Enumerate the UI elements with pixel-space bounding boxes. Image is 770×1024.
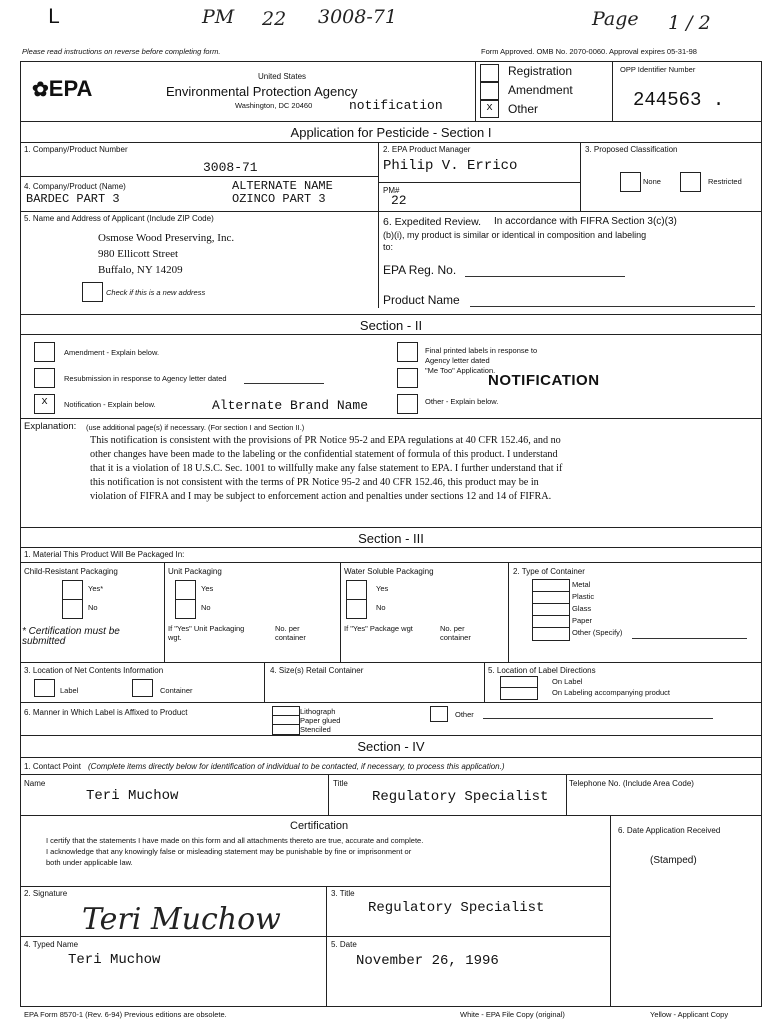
epa-logo: ✿EPA <box>32 76 93 101</box>
unit-packaging-yes-checkbox[interactable] <box>175 580 196 600</box>
unit-packaging-no-label: No <box>201 603 211 612</box>
applicant-label: 5. Name and Address of Applicant (Include ZIP Code) <box>24 214 214 223</box>
water-soluble-yes-checkbox[interactable] <box>346 580 367 600</box>
title2-value: Regulatory Specialist <box>368 900 545 916</box>
explanation-line-2: other changes have been made to the labeling or the confidential statement of formula of this product. I understand <box>90 449 558 460</box>
unit-packaging-yes-label: Yes <box>201 584 214 593</box>
child-resistant-yes-label: Yes* <box>88 584 104 593</box>
signature-label: 2. Signature <box>24 889 68 898</box>
water-soluble-no-checkbox[interactable] <box>346 599 367 619</box>
final-printed-label-1: Final printed labels in response to <box>425 346 538 355</box>
directions-on-label: On Label <box>552 677 583 686</box>
instructions-note: Please read instructions on reverse before completing form. <box>22 47 221 56</box>
affix-other-label: Other <box>455 710 474 719</box>
epa-flower-icon: ✿ <box>32 79 49 101</box>
handwritten-page-number: 1 / 2 <box>668 12 711 34</box>
package-weight-label: If "Yes" Package wgt <box>344 624 413 633</box>
affix-stenciled-label: Stenciled <box>300 725 331 734</box>
product-manager-label: 2. EPA Product Manager <box>383 145 471 154</box>
manner-label: 6. Manner in Which Label is Affixed to Product <box>24 708 188 717</box>
certification-line-2: I acknowledge that any knowingly false or misleading statement may be punishable by fine or imprisonment or <box>46 847 412 856</box>
reg-no-line <box>465 276 625 277</box>
phone-label: Telephone No. (Include Area Code) <box>569 779 694 788</box>
product-name-value: BARDEC PART 3 <box>26 192 120 206</box>
explanation-line-4: this notification is not consistent with the terms of PR Notice 95-2 and 40 CFR 152.46, this product may be in <box>90 477 539 488</box>
affix-lithograph-label: Lithograph <box>300 707 336 716</box>
agency-name: Environmental Protection Agency <box>166 84 358 99</box>
net-contents-label-checkbox[interactable] <box>34 679 55 697</box>
new-address-checkbox[interactable] <box>82 282 103 302</box>
container-other-label: Other (Specify) <box>572 628 623 637</box>
certification-note: * Certification must be submitted <box>22 626 120 647</box>
company-number-value: 3008-71 <box>203 160 258 175</box>
product-name2-line <box>470 306 755 307</box>
class-restricted-checkbox[interactable] <box>680 172 701 192</box>
applicant-line-1: Osmose Wood Preserving, Inc. <box>98 232 235 244</box>
section-2-title: Section - II <box>359 318 423 333</box>
date-received-label: 6. Date Application Received <box>618 826 721 835</box>
directions-on-labeling-checkbox[interactable] <box>500 687 538 700</box>
date-label: 5. Date <box>331 940 357 949</box>
section-1-title: Application for Pesticide - Section I <box>290 125 492 140</box>
final-printed-checkbox[interactable] <box>397 342 418 362</box>
new-address-label: Check if this is a new address <box>106 288 206 297</box>
alternate-name-value: OZINCO PART 3 <box>232 192 326 206</box>
form-number: EPA Form 8570-1 (Rev. 6-94) Previous editions are obsolete. <box>24 1010 227 1019</box>
notification-label: Notification - Explain below. <box>64 400 156 409</box>
explanation-label: Explanation: <box>24 421 77 432</box>
child-resistant-label: Child-Resistant Packaging <box>24 567 118 576</box>
applicant-line-2: 980 Ellicott Street <box>98 248 179 260</box>
type-registration: Registration <box>508 64 573 78</box>
contact-point-note: (Complete items directly below for identification of individual to be contacted, if necessary, to process this application.) <box>88 762 505 771</box>
water-soluble-label: Water Soluble Packaging <box>344 567 434 576</box>
yellow-copy-note: Yellow - Applicant Copy <box>650 1010 729 1019</box>
resubmission-checkbox[interactable] <box>34 368 55 388</box>
unit-packaging-label: Unit Packaging <box>168 567 222 576</box>
container-other-checkbox[interactable] <box>532 627 570 641</box>
final-printed-label-2: Agency letter dated <box>425 356 490 365</box>
container-plastic-label: Plastic <box>572 592 595 601</box>
washington-address: Washington, DC 20460 <box>235 101 313 110</box>
opp-label: OPP Identifier Number <box>620 65 696 74</box>
alternate-brand-name: Alternate Brand Name <box>212 398 369 413</box>
resubmission-label: Resubmission in response to Agency letter dated <box>64 374 227 383</box>
material-label: 1. Material This Product Will Be Packaged In: <box>24 550 185 559</box>
explanation-note: (use additional page(s) if necessary. (For section I and Section II.) <box>86 423 305 432</box>
expedited-text-3: to: <box>383 242 394 252</box>
container-metal-label: Metal <box>572 580 591 589</box>
alternate-name-label: ALTERNATE NAME <box>232 179 333 193</box>
stamped-note: (Stamped) <box>650 855 697 866</box>
package-per-container-label: No. per container <box>440 624 471 642</box>
net-contents-label: 3. Location of Net Contents Information <box>24 666 164 675</box>
child-resistant-no-checkbox[interactable] <box>62 599 83 619</box>
net-contents-container-checkbox[interactable] <box>132 679 153 697</box>
container-type-label: 2. Type of Container <box>513 567 585 576</box>
other-explain-checkbox[interactable] <box>397 394 418 414</box>
unit-packaging-no-checkbox[interactable] <box>175 599 196 619</box>
contact-point-label: 1. Contact Point <box>24 762 81 771</box>
water-soluble-no-label: No <box>376 603 386 612</box>
affix-stenciled-checkbox[interactable] <box>272 724 300 735</box>
unit-per-container-label: No. per container <box>275 624 306 642</box>
type-other: Other <box>508 102 539 116</box>
affix-paper-glued-label: Paper glued <box>300 716 341 725</box>
contact-title-value: Regulatory Specialist <box>372 789 549 805</box>
certification-line-1: I certify that the statements I have made on this form and all attachments thereto are true, accurate and complete. <box>46 836 424 845</box>
certification-line-3: both under applicable law. <box>46 858 133 867</box>
label-directions-label: 5. Location of Label Directions <box>488 666 596 675</box>
product-name2-label: Product Name <box>383 293 460 307</box>
explanation-line-5: violation of FIFRA and I may be subject to enforcement action and penalties under sections 12 and 14 of FIFRA. <box>90 491 552 502</box>
notification-checkbox[interactable]: x <box>34 394 55 414</box>
container-paper-label: Paper <box>572 616 593 625</box>
handwritten-registration: 3008-71 <box>318 6 397 28</box>
typed-name-value: Teri Muchow <box>68 952 161 968</box>
amendment-checkbox[interactable] <box>480 82 499 100</box>
unit-packaging-weight-label: If "Yes" Unit Packaging wgt. <box>168 624 245 642</box>
handwritten-page-word: Page <box>592 8 639 30</box>
type-amendment: Amendment <box>508 83 573 97</box>
affix-other-checkbox[interactable] <box>430 706 448 722</box>
contact-title-label: Title <box>333 779 348 788</box>
retail-sizes-label: 4. Size(s) Retail Container <box>270 666 364 675</box>
section-4-title: Section - IV <box>357 739 425 754</box>
explanation-line-1: This notification is consistent with the provisions of PR Notice 95-2 and EPA regulations at 40 CFR 152.46, and no <box>90 435 561 446</box>
company-number-label: 1. Company/Product Number <box>24 145 128 154</box>
united-states: United States <box>258 72 307 81</box>
directions-on-labeling: On Labeling accompanying product <box>552 688 670 697</box>
net-contents-container-option: Container <box>160 686 193 695</box>
container-glass-label: Glass <box>572 604 592 613</box>
explanation-line-3: that it is a violation of 18 U.S.C. Sec. 1001 to willfully make any false statement to EPA. I further understand that if <box>90 463 563 474</box>
product-manager-value: Philip V. Errico <box>383 158 518 174</box>
amendment-explain-checkbox[interactable] <box>34 342 55 362</box>
title2-label: 3. Title <box>331 889 355 898</box>
applicant-line-3: Buffalo, NY 14209 <box>98 264 183 276</box>
notification-stamp: NOTIFICATION <box>488 372 600 389</box>
handwritten-pm-number: 22 <box>262 8 287 30</box>
classification-label: 3. Proposed Classification <box>585 145 678 154</box>
amendment-explain-label: Amendment - Explain below. <box>64 348 160 357</box>
contact-name-value: Teri Muchow <box>86 788 179 804</box>
class-none-label: None <box>643 177 661 186</box>
signature-value: Teri Muchow <box>82 902 281 937</box>
handwritten-pm: PM <box>202 6 235 28</box>
pm-label: PM# <box>383 186 400 195</box>
opp-number: 244563 . <box>633 89 725 111</box>
typed-name-label: 4. Typed Name <box>24 940 79 949</box>
reg-no-label: EPA Reg. No. <box>383 263 457 277</box>
class-none-checkbox[interactable] <box>620 172 641 192</box>
child-resistant-yes-checkbox[interactable] <box>62 580 83 600</box>
child-resistant-no-label: No <box>88 603 98 612</box>
certification-title: Certification <box>290 820 349 832</box>
form-approved-note: Form Approved. OMB No. 2070-0060. Approval expires 05-31-98 <box>481 47 697 56</box>
expedited-text-2: (b)(i), my product is similar or identical in composition and labeling <box>383 230 647 240</box>
contact-name-label: Name <box>24 779 46 788</box>
me-too-checkbox[interactable] <box>397 368 418 388</box>
typed-notification: notification <box>349 98 443 113</box>
white-copy-note: White - EPA File Copy (original) <box>460 1010 565 1019</box>
net-contents-label-option: Label <box>60 686 79 695</box>
pm-value: 22 <box>391 193 407 208</box>
other-explain-label: Other - Explain below. <box>425 397 499 406</box>
registration-checkbox[interactable] <box>480 64 499 82</box>
handwritten-tick: ᒪ <box>48 6 60 28</box>
product-name-label: 4. Company/Product (Name) <box>24 182 126 191</box>
other-checkbox[interactable]: x <box>480 100 499 118</box>
class-restricted-label: Restricted <box>708 177 742 186</box>
section-3-title: Section - III <box>358 531 424 546</box>
date-value: November 26, 1996 <box>356 953 499 969</box>
water-soluble-yes-label: Yes <box>376 584 389 593</box>
expedited-title: 6. Expedited Review. <box>383 216 482 228</box>
expedited-text-1: In accordance with FIFRA Section 3(c)(3) <box>494 216 677 227</box>
me-too-label: "Me Too" Application. <box>425 366 496 375</box>
